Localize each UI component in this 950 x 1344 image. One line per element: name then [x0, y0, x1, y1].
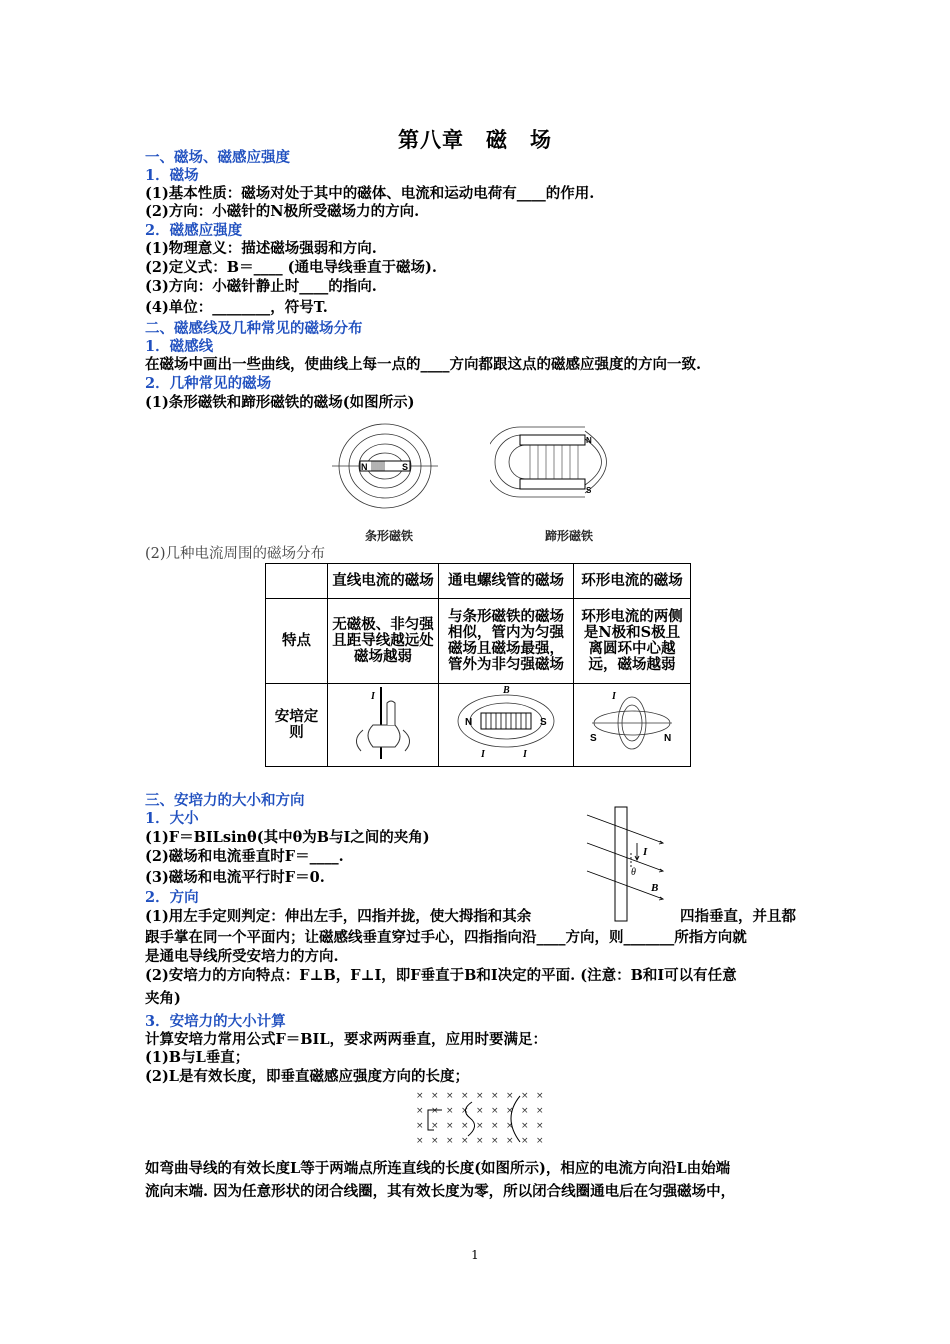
subheading-induction: 2．磁感应强度 [145, 222, 243, 239]
angle-label: θ [631, 867, 636, 878]
text-line: (1)B与L垂直； [145, 1049, 250, 1066]
subheading-direction: 2．方向 [145, 889, 199, 906]
effective-length-figure [412, 1088, 548, 1150]
field-into-page-mark: × [476, 1121, 484, 1131]
north-pole-label: N [664, 733, 672, 744]
text-line: (3)磁场和电流平行时F＝0. [145, 869, 325, 886]
ampere-force-diagram [585, 805, 685, 923]
north-pole-label: N [361, 462, 368, 472]
subheading-magnitude: 1．大小 [145, 810, 199, 827]
current-label: I [523, 749, 527, 760]
field-into-page-mark: × [461, 1106, 469, 1116]
field-into-page-mark: × [521, 1106, 529, 1116]
horseshoe-magnet-figure [490, 421, 630, 503]
bar-magnet-figure [330, 413, 440, 513]
row-label: 特点 [266, 599, 328, 684]
field-into-page-mark: × [536, 1121, 544, 1131]
field-into-page-mark: × [446, 1106, 454, 1116]
section-heading-2: 二、磁感线及几种常见的磁场分布 [145, 320, 363, 337]
ring-current-rule-figure [574, 684, 691, 767]
field-into-page-mark: × [431, 1091, 439, 1101]
field-into-page-mark: × [476, 1106, 484, 1116]
table-corner-cell [266, 564, 328, 599]
field-into-page-mark: × [416, 1121, 424, 1131]
text-line: (2)磁场和电流垂直时F＝____. [145, 848, 344, 865]
current-label: I [612, 691, 616, 702]
field-into-page-mark: × [416, 1091, 424, 1101]
field-into-page-mark: × [431, 1136, 439, 1146]
field-into-page-mark: × [506, 1091, 514, 1101]
field-into-page-mark: × [461, 1091, 469, 1101]
text-line: (2)几种电流周围的磁场分布 [145, 546, 326, 562]
current-label: I [643, 846, 648, 858]
table-cell: 环形电流的两侧是N极和S极且离圆环中心越远，磁场越弱 [574, 599, 691, 684]
table-header: 通电螺线管的磁场 [439, 564, 574, 599]
field-into-page-mark: × [521, 1121, 529, 1131]
field-label: B [651, 882, 659, 894]
field-into-page-mark: × [536, 1091, 544, 1101]
field-into-page-mark: × [446, 1136, 454, 1146]
field-into-page-mark: × [521, 1091, 529, 1101]
current-label: I [481, 749, 485, 760]
text-line: (1)F＝BILsinθ(其中θ为B与I之间的夹角) [145, 829, 430, 846]
table-header: 环形电流的磁场 [574, 564, 691, 599]
north-pole-label: N [465, 717, 473, 728]
field-into-page-mark: × [536, 1106, 544, 1116]
current-label: I [371, 691, 375, 702]
text-line: (2)方向：小磁针的N极所受磁场力的方向. [145, 203, 420, 220]
field-into-page-mark: × [431, 1121, 439, 1131]
south-pole-label: S [590, 733, 597, 744]
field-into-page-mark: × [431, 1106, 439, 1116]
text-line: (2)安培力的方向特点：F⊥B，F⊥I，即F垂直于B和I决定的平面. (注意：B和I可以有任意 [145, 967, 737, 984]
text-line: (1)基本性质：磁场对处于其中的磁体、电流和运动电荷有____的作用. [145, 185, 595, 202]
straight-current-rule-figure [328, 684, 439, 767]
text-line: 夹角) [145, 990, 181, 1007]
field-into-page-mark: × [521, 1136, 529, 1146]
page-number: 1 [471, 1248, 479, 1262]
text-line: (1)条形磁铁和蹄形磁铁的磁场(如图所示) [145, 394, 415, 411]
section-heading-3: 三、安培力的大小和方向 [145, 792, 305, 809]
subheading-calculation: 3．安培力的大小计算 [145, 1013, 286, 1030]
south-pole-label: S [402, 462, 409, 472]
row-label: 安培定则 [266, 684, 328, 767]
field-into-page-mark: × [491, 1106, 499, 1116]
field-into-page-mark: × [476, 1091, 484, 1101]
table-cell: 与条形磁铁的磁场相似，管内为匀强磁场且磁场最强，管外为非匀强磁场 [439, 599, 574, 684]
text-line: 流向末端. 因为任意形状的闭合线圈，其有效长度为零，所以闭合线圈通电后在匀强磁场中， [145, 1183, 736, 1200]
south-pole-label: S [586, 486, 592, 495]
north-pole-label: N [586, 436, 592, 445]
field-into-page-mark: × [491, 1121, 499, 1131]
current-fields-table [265, 563, 691, 767]
section-heading-1: 一、磁场、磁感应强度 [145, 149, 290, 166]
table-header: 直线电流的磁场 [328, 564, 439, 599]
field-into-page-mark: × [446, 1091, 454, 1101]
subheading-field-lines: 1．磁感线 [145, 338, 214, 355]
field-into-page-mark: × [461, 1136, 469, 1146]
field-label: B [503, 685, 510, 696]
text-line: 如弯曲导线的有效长度L等于两端点所连直线的长度(如图所示)，相应的电流方向沿L由始端 [145, 1160, 731, 1177]
subheading-common-fields: 2．几种常见的磁场 [145, 375, 272, 392]
table-cell: 无磁极、非匀强且距导线越远处磁场越弱 [328, 599, 439, 684]
south-pole-label: S [540, 717, 547, 728]
chapter-title: 第八章 磁 场 [398, 127, 552, 152]
field-into-page-mark: × [491, 1091, 499, 1101]
field-into-page-mark: × [536, 1136, 544, 1146]
field-into-page-mark: × [491, 1136, 499, 1146]
field-into-page-mark: × [416, 1106, 424, 1116]
text-line: (2)定义式：B＝____ (通电导线垂直于磁场). [145, 259, 437, 276]
text-line: (4)单位：________，符号T. [145, 299, 328, 316]
field-into-page-mark: × [506, 1106, 514, 1116]
text-line: 在磁场中画出一些曲线，使曲线上每一点的____方向都跟这点的磁感应强度的方向一致. [145, 356, 702, 373]
text-line: (1)用左手定则判定：伸出左手，四指并拢，使大拇指和其余 [145, 908, 532, 925]
field-into-page-mark: × [476, 1136, 484, 1146]
field-into-page-mark: × [416, 1136, 424, 1146]
text-line: (3)方向：小磁针静止时____的指向. [145, 278, 377, 295]
text-line: 是通电导线所受安培力的方向. [145, 948, 339, 965]
field-into-page-mark: × [506, 1121, 514, 1131]
subheading-magnetic-field: 1．磁场 [145, 167, 199, 184]
bar-magnet-caption: 条形磁铁 [365, 529, 414, 543]
text-line: (2)L是有效长度，即垂直磁感应强度方向的长度； [145, 1068, 470, 1085]
solenoid-rule-figure [439, 684, 574, 767]
field-into-page-mark: × [461, 1121, 469, 1131]
field-into-page-mark: × [506, 1136, 514, 1146]
horseshoe-magnet-caption: 蹄形磁铁 [545, 529, 594, 543]
text-line: 跟手掌在同一个平面内；让磁感线垂直穿过手心，四指指向沿____方向，则_______所指方向就 [145, 929, 747, 946]
text-line: 四指垂直，并且都 [680, 908, 796, 925]
text-line: (1)物理意义：描述磁场强弱和方向. [145, 240, 377, 257]
field-into-page-mark: × [446, 1121, 454, 1131]
text-line: 计算安培力常用公式F＝BIL，要求两两垂直，应用时要满足： [145, 1031, 548, 1048]
